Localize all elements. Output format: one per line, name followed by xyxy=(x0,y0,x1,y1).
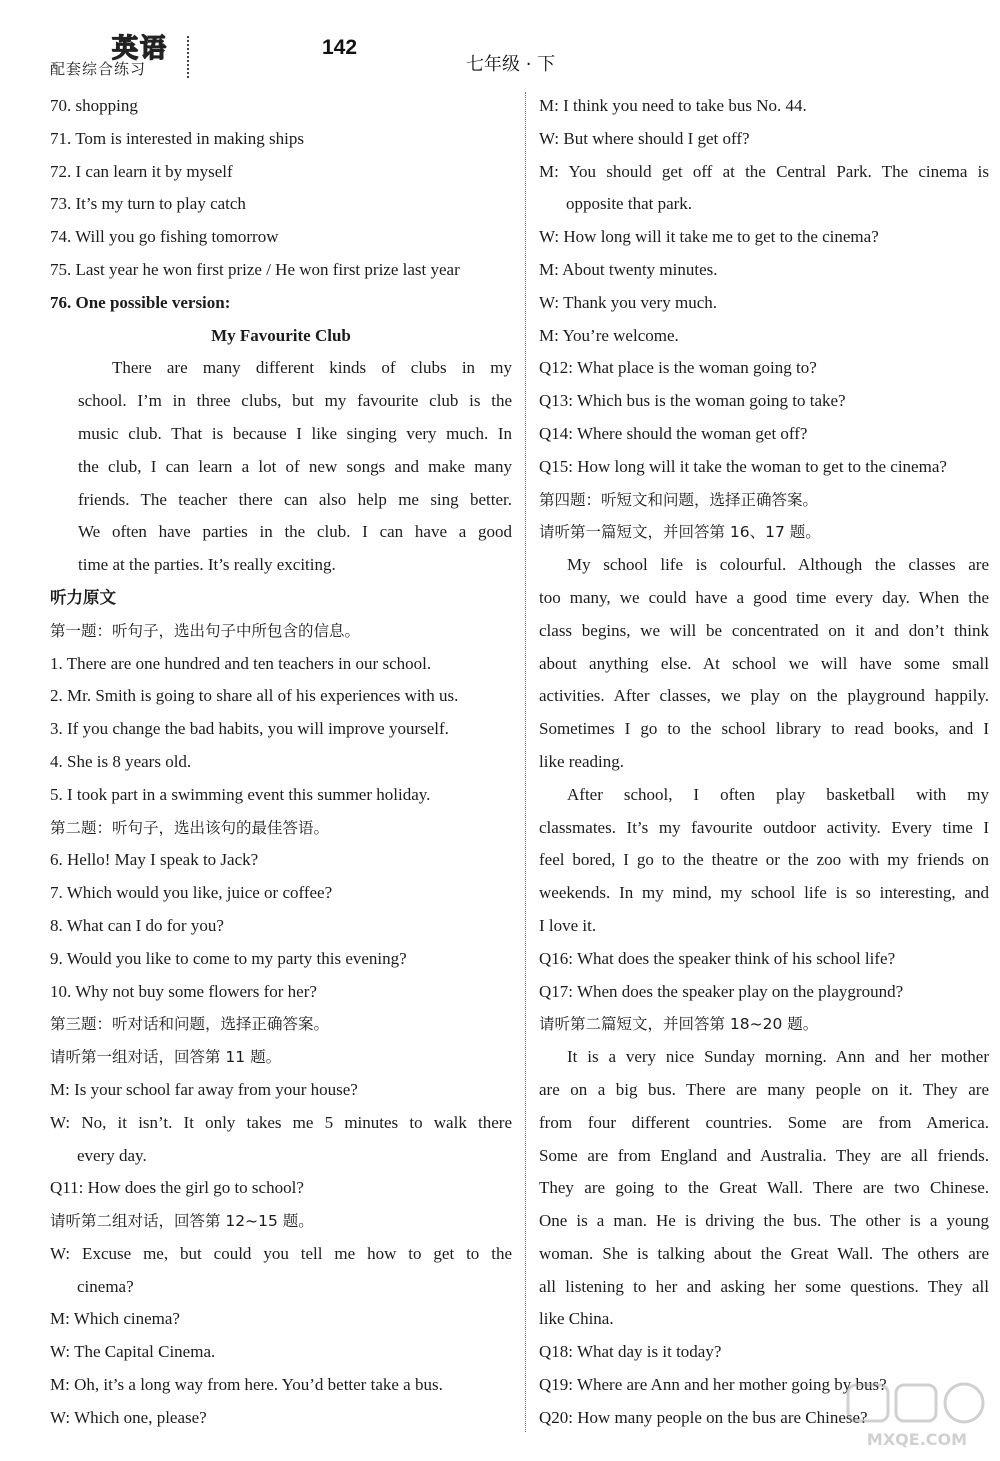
left-column-line: friends. The teacher there can also help me sing better. xyxy=(78,489,512,509)
left-column-line: 10. Why not buy some flowers for her? xyxy=(50,981,317,1001)
right-column-line: One is a man. He is driving the bus. The other is a young xyxy=(539,1211,989,1231)
right-column-line: M: I think you need to take bus No. 44. xyxy=(539,96,807,115)
right-column-line: Q15: How long will it take the woman to get to the cinema? xyxy=(539,456,947,476)
left-column-line: every day. xyxy=(77,1145,147,1165)
right-column-line: Q19: Where are Ann and her mother going by bus? xyxy=(539,1375,887,1395)
right-column-line: W: Thank you very much. xyxy=(539,292,717,312)
right-column-line: W: But where should I get off? xyxy=(539,128,750,148)
left-column-line: 第一题：听句子，选出句子中所包含的信息。 xyxy=(50,621,361,640)
left-column-line: There are many different kinds of clubs in my xyxy=(112,358,512,378)
left-column-line: 3. If you change the bad habits, you will improve yourself. xyxy=(50,719,449,739)
left-column-line: 75. Last year he won first prize / He won first prize last year xyxy=(50,259,460,279)
logo-divider xyxy=(187,36,189,78)
right-column-line: too many, we could have a good time every day. When the xyxy=(539,587,989,607)
left-column-line: 76. One possible version: xyxy=(50,292,231,312)
right-column-line: like reading. xyxy=(539,751,624,771)
right-column-line: W: How long will it take me to get to the cinema? xyxy=(539,227,879,247)
left-column-line: the club, I can learn a lot of new songs and make many xyxy=(78,456,512,476)
right-column-line: weekends. In my mind, my school life is so interesting, and xyxy=(539,883,989,903)
left-column-line: 请听第二组对话，回答第 12~15 题。 xyxy=(50,1212,314,1231)
left-column-line: 74. Will you go fishing tomorrow xyxy=(50,227,279,247)
book-logo-subtitle: 配套综合练习 xyxy=(50,60,147,78)
right-column-line: about anything else. At school we will have some small xyxy=(539,653,989,673)
right-column xyxy=(539,90,989,1435)
right-column-line: Q20: How many people on the bus are Chinese? xyxy=(539,1407,868,1427)
left-column-line: Q11: How does the girl go to school? xyxy=(50,1178,304,1198)
right-column-line: My school life is colourful. Although the classes are xyxy=(567,555,989,575)
left-column-line: cinema? xyxy=(77,1276,134,1296)
right-column-line: Q17: When does the speaker play on the playground? xyxy=(539,981,904,1001)
right-column-line: They are going to the Great Wall. There are two Chinese. xyxy=(539,1178,989,1198)
right-column-line: from four different countries. Some are from America. xyxy=(539,1112,989,1132)
left-column-line: 听力原文 xyxy=(50,587,116,607)
left-column-line: 2. Mr. Smith is going to share all of his experiences with us. xyxy=(50,686,459,706)
left-column-line: 9. Would you like to come to my party this evening? xyxy=(50,948,407,968)
book-logo-title: 英语 xyxy=(112,34,169,64)
column-divider xyxy=(525,92,526,1432)
page-header xyxy=(0,0,1000,90)
left-column-line: music club. That is because I like singing very much. In xyxy=(78,423,512,443)
right-column-line: Q18: What day is it today? xyxy=(539,1342,722,1362)
left-column-line: 第三题：听对话和问题，选择正确答案。 xyxy=(50,1015,330,1034)
grade-label: 七年级 · 下 xyxy=(466,54,556,75)
right-column-line: feel bored, I go to the theatre or the zoo with my friends on xyxy=(539,850,989,870)
right-column-line: Q16: What does the speaker think of his school life? xyxy=(539,948,896,968)
left-column-line: 5. I took part in a swimming event this summer holiday. xyxy=(50,784,431,804)
left-column-line: 6. Hello! May I speak to Jack? xyxy=(50,850,259,870)
watermark-logo xyxy=(842,1381,992,1451)
right-column-line: class begins, we will be concentrated on it and don’t think xyxy=(539,620,989,640)
left-column-line: 1. There are one hundred and ten teachers in our school. xyxy=(50,653,432,673)
left-column xyxy=(50,90,512,1435)
left-column-line: 71. Tom is interested in making ships xyxy=(50,128,304,148)
left-column-line: My Favourite Club xyxy=(211,325,351,345)
left-column-line: M: Which cinema? xyxy=(50,1309,180,1329)
right-column-line: opposite that park. xyxy=(566,194,693,214)
left-column-line: time at the parties. It’s really exciting. xyxy=(78,555,336,575)
left-column-line: 70. shopping xyxy=(50,96,138,115)
right-column-line: classmates. It’s my favourite outdoor activity. Every time I xyxy=(539,817,989,837)
left-column-line: 第二题：听句子，选出该句的最佳答语。 xyxy=(50,818,330,837)
right-column-line: Sometimes I go to the school library to read books, and I xyxy=(539,719,989,739)
right-column-line: like China. xyxy=(539,1309,614,1329)
left-column-line: W: No, it isn’t. It only takes me 5 minutes to walk there xyxy=(50,1112,512,1132)
right-column-line: activities. After classes, we play on the playground happily. xyxy=(539,686,989,706)
left-column-line: W: The Capital Cinema. xyxy=(50,1342,216,1362)
left-column-line: school. I’m in three clubs, but my favourite club is the xyxy=(78,391,512,411)
right-column-line: M: About twenty minutes. xyxy=(539,259,718,279)
right-column-line: 请听第一篇短文，并回答第 16、17 题。 xyxy=(539,523,821,542)
page-number: 142 xyxy=(322,36,358,59)
right-column-line: 第四题：听短文和问题，选择正确答案。 xyxy=(539,490,819,509)
right-column-line: Q13: Which bus is the woman going to take? xyxy=(539,391,846,411)
left-column-line: M: Oh, it’s a long way from here. You’d better take a bus. xyxy=(50,1375,443,1395)
left-column-line: M: Is your school far away from your house? xyxy=(50,1079,358,1099)
left-column-line: We often have parties in the club. I can have a good xyxy=(78,522,512,542)
right-column-line: all listening to her and asking her some questions. They all xyxy=(539,1276,989,1296)
left-column-line: 4. She is 8 years old. xyxy=(50,751,192,771)
right-column-line: I love it. xyxy=(539,915,597,935)
right-column-line: Some are from England and Australia. They are all friends. xyxy=(539,1145,989,1165)
right-column-line: are on a big bus. There are many people on it. They are xyxy=(539,1079,989,1099)
right-column-line: Q14: Where should the woman get off? xyxy=(539,423,808,443)
left-column-line: 8. What can I do for you? xyxy=(50,915,224,935)
right-column-line: 请听第二篇短文，并回答第 18~20 题。 xyxy=(539,1015,819,1034)
right-column-line: M: You’re welcome. xyxy=(539,325,679,345)
right-column-line: It is a very nice Sunday morning. Ann and her mother xyxy=(567,1047,989,1067)
right-column-line: Q12: What place is the woman going to? xyxy=(539,358,817,378)
left-column-line: 73. It’s my turn to play catch xyxy=(50,194,246,214)
left-column-line: W: Which one, please? xyxy=(50,1407,207,1427)
right-column-line: woman. She is talking about the Great Wall. The others are xyxy=(539,1243,989,1263)
left-column-line: W: Excuse me, but could you tell me how to get to the xyxy=(50,1243,512,1263)
right-column-line: M: You should get off at the Central Park. The cinema is xyxy=(539,161,989,181)
left-column-line: 请听第一组对话，回答第 11 题。 xyxy=(50,1048,282,1067)
watermark-text: MXQE.COM xyxy=(866,1430,968,1449)
right-column-line: After school, I often play basketball with my xyxy=(567,784,989,804)
left-column-line: 72. I can learn it by myself xyxy=(50,161,233,181)
left-column-line: 7. Which would you like, juice or coffee? xyxy=(50,883,333,903)
